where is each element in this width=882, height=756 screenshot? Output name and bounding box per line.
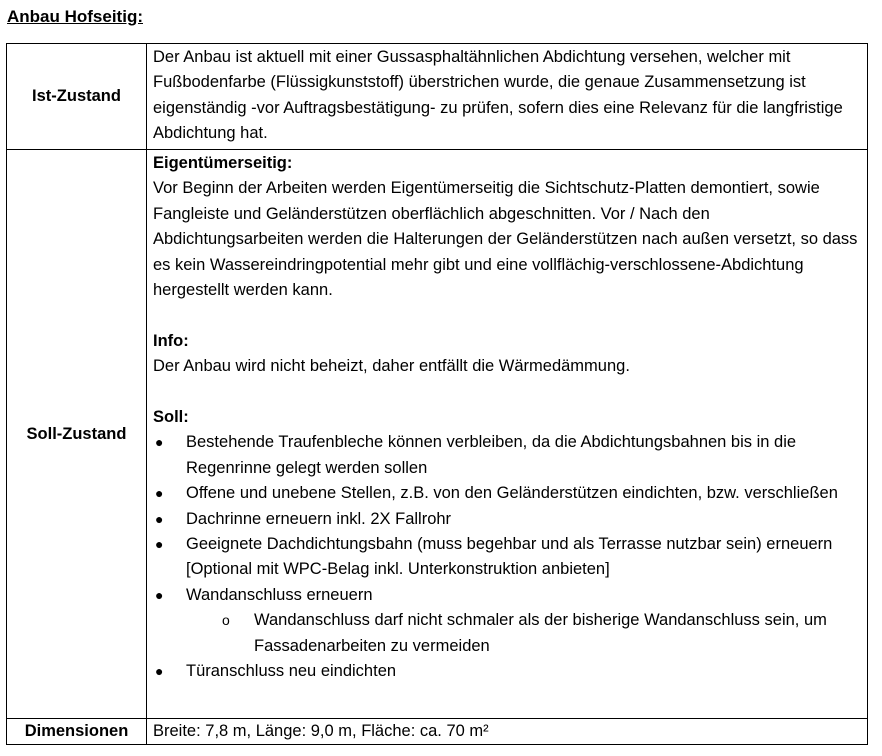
row-content-dimensionen: [147, 719, 868, 745]
soll-bullet-list: [153, 430, 861, 684]
list-item-text: Offene und unebene Stellen, z.B. von den Geländerstützen eindichten, bzw. verschließen: [186, 484, 838, 503]
row-label-soll-zustand: Soll-Zustand: [7, 150, 147, 719]
row-label-ist-zustand: Ist-Zustand: [7, 44, 147, 150]
dimensionen-text: Breite: 7,8 m, Länge: 9,0 m, Fläche: ca. 70 m²: [153, 722, 489, 740]
bullet-icon: ●: [155, 485, 164, 502]
list-item: [153, 481, 861, 506]
row-label-dimensionen: Dimensionen: [7, 719, 147, 745]
table-row-ist-zustand: [7, 44, 868, 150]
hollow-bullet-icon: o: [222, 612, 230, 629]
list-item-text: Wandanschluss erneuern: [186, 585, 373, 604]
list-item-text: Dachrinne erneuern inkl. 2X Fallrohr: [186, 509, 452, 528]
list-item: [153, 583, 861, 659]
soll-section-title: Soll:: [153, 408, 189, 427]
sub-list-item: [186, 608, 861, 659]
specification-table: [6, 43, 868, 745]
list-item: [153, 430, 861, 481]
list-item: [153, 532, 861, 583]
sub-bullet-list: [186, 608, 861, 659]
list-item: [153, 659, 861, 684]
ist-zustand-text: Der Anbau ist aktuell mit einer Gussasphaltähnlichen Abdichtung versehen, welcher mit Fußbodenfarbe (Flüssigkunststoff) überstrichen wurde, die genaue Zusammensetzung ist eigenständig -vor Auftragsbestätigung- zu prüfen, sofern dies eine Relevanz für die langfristige Abdichtung hat.: [153, 48, 843, 143]
table-row-soll-zustand: [7, 150, 868, 719]
bullet-icon: ●: [155, 536, 164, 553]
bullet-icon: ●: [155, 510, 164, 527]
owner-section-title: Eigentümerseitig:: [153, 154, 293, 172]
sub-list-item-text: Wandanschluss darf nicht schmaler als der bisherige Wandanschluss sein, um Fassadenarbeiten zu vermeiden: [254, 611, 827, 655]
list-item-text: Bestehende Traufenbleche können verbleiben, da die Abdichtungsbahnen bis in die Regenrinne gelegt werden sollen: [186, 433, 797, 477]
list-item-text: Geeignete Dachdichtungsbahn (muss begehbar und als Terrasse nutzbar sein) erneuern [Optional mit WPC-Belag inkl. Unterkonstruktion anbieten]: [186, 535, 833, 579]
info-section-text: Der Anbau wird nicht beheizt, daher entfällt die Wärmedämmung.: [153, 357, 630, 376]
list-item: [153, 507, 861, 532]
info-section-title: Info:: [153, 331, 189, 350]
document-heading: Anbau Hofseitig:: [7, 7, 143, 26]
table-row-dimensionen: [7, 719, 868, 745]
bullet-icon: ●: [155, 663, 164, 680]
row-content-ist-zustand: [147, 44, 868, 150]
bullet-icon: ●: [155, 586, 164, 603]
paragraph-spacer: [153, 380, 861, 405]
owner-section-text: Vor Beginn der Arbeiten werden Eigentümerseitig die Sichtschutz-Platten demontiert, sowie Fangleiste und Geländerstützen oberflächlich abgeschnitten. Vor / Nach den Abdichtungsarbeiten werden die Halterungen der Geländerstützen nach außen versetzt, so dass es kein Wassereindringpotential mehr gibt und eine vollflächig-verschlossene-Abdichtung hergestellt werden kann.: [153, 179, 858, 300]
paragraph-spacer: [153, 303, 861, 328]
bullet-icon: ●: [155, 434, 164, 451]
row-content-soll-zustand: [147, 150, 868, 719]
list-item-text: Türanschluss neu eindichten: [186, 662, 397, 681]
